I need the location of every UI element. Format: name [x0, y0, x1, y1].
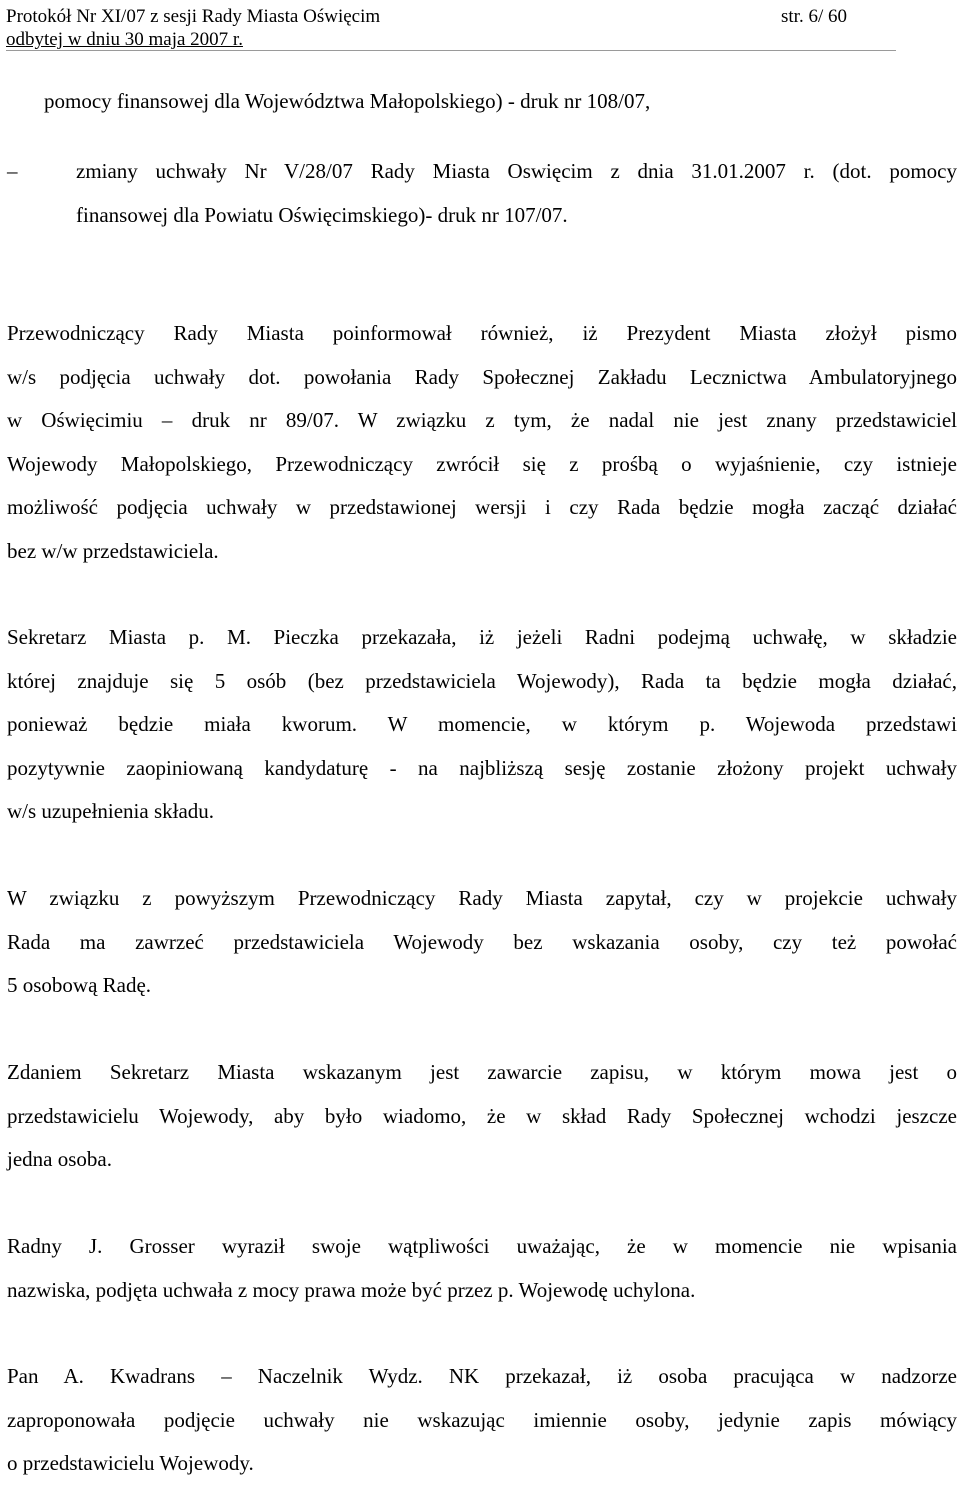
text-line: której znajduje się 5 osób (bez przedstawiciela Wojewody), Rada ta będzie mogła działać, — [7, 668, 957, 693]
text-line: w Oświęcimiu – druk nr 89/07. W związku z tym, że nadal nie jest znany przedstawiciel — [7, 408, 957, 432]
text-line: Zdaniem Sekretarz Miasta wskazanym jest zawarcie zapisu, w którym mowa jest o — [7, 1060, 957, 1084]
paragraph — [7, 877, 957, 1008]
list-dash: – — [7, 159, 18, 183]
text-line: przedstawicielu Wojewody, aby było wiadomo, że w skład Rady Społecznej wchodzi jeszcze — [7, 1103, 957, 1128]
text-line: pozytywnie zaopiniowaną kandydaturę - na najbliższą sesję zostanie złożony projekt uchwały — [7, 755, 957, 780]
text-line: możliwość podjęcia uchwały w przedstawionej wersji i czy Rada będzie mogła zacząć działać — [7, 495, 957, 519]
text-line: o przedstawicielu Wojewody. — [7, 1451, 254, 1475]
text-line: jedna osoba. — [7, 1147, 112, 1171]
text-line: 5 osobową Radę. — [7, 973, 152, 997]
paragraph — [7, 616, 957, 834]
text-line: bez w/w przedstawiciela. — [7, 538, 219, 563]
header-subtitle-row — [6, 29, 243, 50]
paragraph — [7, 1355, 957, 1486]
text-line: w/s uzupełnienia składu. — [7, 799, 215, 823]
paragraph — [7, 312, 957, 573]
list-item — [7, 150, 957, 237]
text-line: W związku z powyższym Przewodniczący Rady Miasta zapytał, czy w projekcie uchwały — [7, 886, 957, 910]
page-number: str. 6/ 60 — [781, 6, 847, 27]
text-line: w/s podjęcia uchwały dot. powołania Rady Społecznej Zakładu Lecznictwa Ambulatoryjnego — [7, 364, 957, 389]
text-line: Przewodniczący Rady Miasta poinformował również, iż Prezydent Miasta złożył pismo — [7, 321, 957, 345]
text-line: ponieważ będzie miała kworum. W momencie, w którym p. Wojewoda przedstawi — [7, 712, 957, 736]
text-line: Pan A. Kwadrans – Naczelnik Wydz. NK przekazał, iż osoba pracująca w nadzorze — [7, 1364, 957, 1388]
page-header — [6, 4, 896, 51]
text-line: nazwiska, podjęta uchwała z mocy prawa może być przez p. Wojewodę uchylona. — [7, 1277, 696, 1302]
text-line: Rada ma zawrzeć przedstawiciela Wojewody bez wskazania osoby, czy też powołać — [7, 929, 957, 954]
continuation-line — [7, 80, 957, 124]
text-line: Wojewody Małopolskiego, Przewodniczący zwrócił się z prośbą o wyjaśnienie, czy istnieje — [7, 451, 957, 476]
document-subtitle: odbytej w dniu 30 maja 2007 r. — [6, 29, 243, 50]
document-title: Protokół Nr XI/07 z sesji Rady Miasta Oświęcim — [6, 6, 381, 27]
paragraph — [7, 1225, 957, 1312]
paragraph — [7, 1051, 957, 1182]
text-line: zaproponowała podjęcie uchwały nie wskazując imiennie osoby, jedynie zapis mówiący — [7, 1407, 957, 1432]
text-line: pomocy finansowej dla Województwa Małopolskiego) - druk nr 108/07, — [44, 89, 651, 113]
text-line: Sekretarz Miasta p. M. Pieczka przekazała, iż jeżeli Radni podejmą uchwałę, w składzie — [7, 625, 957, 649]
text-line: Radny J. Grosser wyraził swoje wątpliwości uważając, że w momencie nie wpisania — [7, 1234, 957, 1258]
list-item-line: zmiany uchwały Nr V/28/07 Rady Miasta Oswięcim z dnia 31.01.2007 r. (dot. pomocy — [76, 159, 957, 183]
list-item-line: finansowej dla Powiatu Oświęcimskiego)- druk nr 107/07. — [76, 202, 568, 227]
